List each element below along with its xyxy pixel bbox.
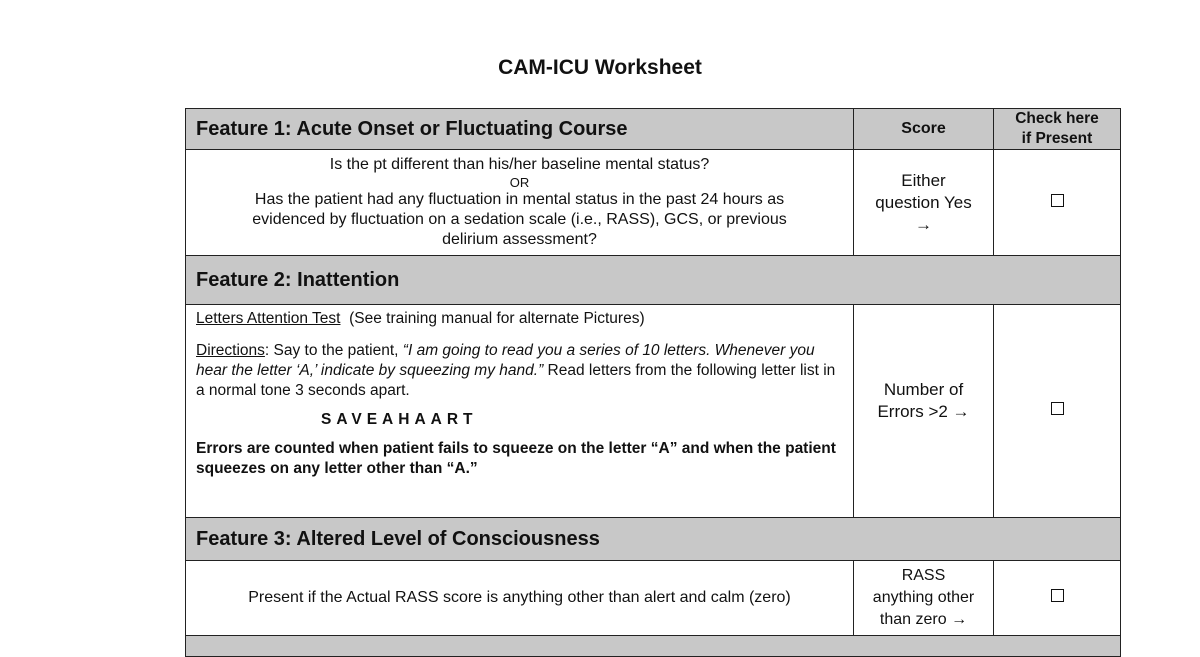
check-header-line2: if Present	[1021, 130, 1093, 147]
feature1-score-arrow: →	[915, 214, 932, 234]
feature2-row	[186, 305, 1121, 518]
feature2-score-line1: Number of	[883, 380, 964, 399]
feature1-question2-line2: evidenced by fluctuation on a sedation scale (i.e., RASS), GCS, or previous	[252, 211, 787, 228]
check-header-line1: Check here	[1015, 110, 1099, 127]
feature3-row	[186, 561, 1121, 636]
feature2-test-name: Letters Attention Test	[196, 310, 341, 327]
feature1-score	[854, 150, 994, 256]
feature4-header-partial	[186, 636, 1121, 657]
feature3-score-line3: than zero →	[879, 611, 968, 628]
feature2-header-row	[186, 256, 1121, 305]
feature1-row	[186, 150, 1121, 256]
feature1-questions	[186, 150, 854, 256]
feature1-check-cell	[994, 150, 1121, 256]
feature2-score	[854, 305, 994, 518]
feature2-directions-post: Read letters from the following letter list in a normal tone 3 seconds apart.	[196, 362, 836, 399]
feature3-checkbox[interactable]	[1051, 589, 1064, 602]
feature1-question2-line3: delirium assessment?	[442, 231, 597, 248]
feature2-directions-pre: : Say to the patient,	[264, 342, 403, 359]
feature1-or: OR	[509, 175, 530, 190]
feature2-header: Feature 2: Inattention	[186, 256, 1121, 305]
feature1-score-line2: question Yes	[875, 192, 972, 212]
feature4-header-row-partial	[186, 636, 1121, 657]
feature3-check-cell	[994, 561, 1121, 636]
feature3-header-row	[186, 518, 1121, 561]
feature2-check-cell	[994, 305, 1121, 518]
feature3-score-line2: anything other	[872, 589, 975, 606]
feature1-header-row	[186, 109, 1121, 150]
feature1-question1: Is the pt different than his/her baseline mental status?	[329, 156, 710, 173]
feature3-criterion: Present if the Actual RASS score is anything other than alert and calm (zero)	[186, 561, 854, 636]
score-column-header: Score	[854, 109, 994, 150]
feature2-letter-list: SAVEAHAART	[321, 411, 478, 428]
feature3-header: Feature 3: Altered Level of Consciousness	[186, 518, 1121, 561]
feature3-score-line1: RASS	[901, 567, 946, 584]
worksheet-title: CAM-ICU Worksheet	[498, 56, 702, 79]
feature2-directions-quote: “I am going to read you a series of 10 letters. Whenever you hear the letter ‘A,’ indicate by squeezing my hand.”	[196, 342, 815, 379]
feature3-score	[854, 561, 994, 636]
feature1-checkbox[interactable]	[1051, 194, 1064, 207]
feature1-header: Feature 1: Acute Onset or Fluctuating Course	[186, 109, 854, 150]
feature2-content	[186, 305, 854, 518]
feature1-question2-line1: Has the patient had any fluctuation in mental status in the past 24 hours as	[254, 191, 785, 208]
feature2-test-note: (See training manual for alternate Pictures)	[349, 310, 645, 327]
feature2-directions-label: Directions	[196, 342, 265, 359]
feature1-score-line1: Either	[901, 170, 946, 190]
worksheet-table	[185, 108, 1121, 657]
feature2-errors-text: Errors are counted when patient fails to squeeze on the letter “A” and when the patient squeezes on any letter other than “A.”	[196, 440, 836, 477]
check-column-header	[994, 109, 1121, 150]
feature2-score-line2: Errors >2 →	[877, 402, 970, 421]
feature2-checkbox[interactable]	[1051, 402, 1064, 415]
